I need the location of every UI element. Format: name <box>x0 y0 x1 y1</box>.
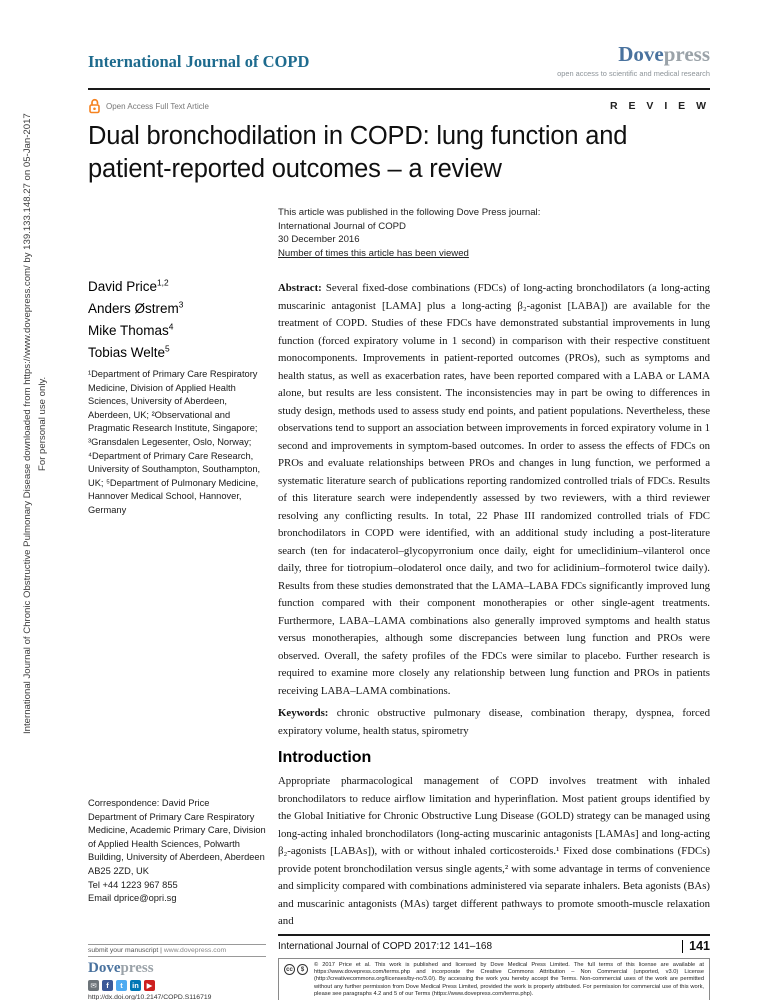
footer-right <box>278 934 710 1000</box>
license-box <box>278 958 710 1000</box>
footer-dovepress-logo[interactable] <box>88 960 266 977</box>
author-affiliation-sup: 1,2 <box>157 277 169 288</box>
open-access-label: Open Access Full Text Article <box>106 101 210 111</box>
dovepress-tagline: open access to scientific and medical research <box>557 69 710 78</box>
author-name-text: Anders Østrem <box>88 301 179 316</box>
submit-manuscript-line[interactable] <box>88 944 266 957</box>
correspondence-tel: Tel +44 1223 967 855 <box>88 879 178 890</box>
page-number-wrap <box>682 939 710 953</box>
article-type-label: R E V I E W <box>609 100 710 112</box>
open-access-badge <box>88 98 209 114</box>
open-access-lock-icon <box>88 98 101 114</box>
correspondence-address: Department of Primary Care Respiratory Medicine, Academic Primary Care, Division of Applied Health Sciences, Polwarth Building, University of Aberdeen, Aberdeen AB25 2ZD, UK <box>88 811 266 876</box>
abstract-label: Abstract: <box>278 282 322 294</box>
linkedin-icon[interactable]: in <box>130 980 141 991</box>
twitter-icon[interactable]: t <box>116 980 127 991</box>
keywords-paragraph <box>278 705 710 740</box>
page-header <box>88 42 710 78</box>
creative-commons-badge-icon <box>284 962 308 975</box>
introduction-text: Appropriate pharmacological management of COPD involves treatment with inhaled bronchodilators to reduce airflow limitation and hyperinflation. Most patient groups identified by the Global Initiative for Chronic Obstructive Lung Disease (GOLD) strategy can be managed using long-acting inhaled bronchodilators (long-acting muscarinic antagonists [LAMAs] and long-acting β₂-agonists [LABAs]), with or without inhaled corticosteroids.¹ Fixed dose combinations (FDCs) provide potent bronchodilation versus single agents,² with some advantage in terms of convenience and simplicity compared with combinations administered via separate inhalers. Beta agonists (BAs) and muscarinic antagonists (MAs) target different pathways to promote smooth-muscle relaxation and <box>278 775 710 927</box>
download-info-line: International Journal of Chronic Obstructive Pulmonary Disease downloaded from https://www.dovepress.com/ by 139.133.148.27 on 05-Jan-2017 <box>22 113 33 735</box>
correspondence-email[interactable]: Email dprice@opri.sg <box>88 893 177 904</box>
page-number-divider <box>682 940 684 953</box>
dovepress-logo[interactable] <box>557 42 710 78</box>
personal-use-line: For personal use only. <box>37 376 48 472</box>
submit-separator: | <box>160 947 162 954</box>
author-name-text: Tobias Welte <box>88 345 166 360</box>
journal-name: International Journal of COPD <box>88 52 310 71</box>
author-list <box>88 276 183 364</box>
author-name <box>88 342 183 364</box>
license-text: © 2017 Price et al. This work is published and licensed by Dove Medical Press Limited. The full terms of this license are available at https://www.dovepress.com/terms.php and incorporate the Creative Commons Attribution – Non Commercial (unported, v3.0) License (http://creativecommons.org/licenses/by-nc/3.0/). By accessing the work you hereby accept the Terms. Non-commercial uses of the work are permitted without any further permission from Dove Medical Press Limited, provided the work is properly attributed. For permission for commercial use of this work, please see paragraphs 4.2 and 5 of our Terms (https://www.dovepress.com/terms.php). <box>314 962 704 997</box>
affiliations-block: ¹Department of Primary Care Respiratory Medicine, Division of Applied Health Sciences, University of Aberdeen, Aberdeen, UK; ²Observational and Pragmatic Research Institute, Singapore; ³Gransdalen Legesenter, Oslo, Norway; ⁴Department of Primary Care Research, University of Southampton, Southampton, UK; ⁵Department of Pulmonary Medicine, Hannover Medical School, Hannover, Germany <box>88 369 261 515</box>
youtube-icon[interactable]: ▶ <box>144 980 155 991</box>
author-affiliation-sup: 3 <box>178 299 184 310</box>
footer-logo-press: press <box>120 960 154 976</box>
keywords-label: Keywords: <box>278 707 329 719</box>
views-count-link[interactable]: Number of times this article has been viewed <box>278 247 469 259</box>
article-meta-row <box>88 96 710 116</box>
article-title: Dual bronchodilation in COPD: lung function and patient-reported outcomes – a review <box>88 122 628 183</box>
page-number: 141 <box>689 939 710 953</box>
correspondence-name: Correspondence: David Price <box>88 798 210 808</box>
dovepress-logo-press: press <box>663 42 710 66</box>
keywords-text: chronic obstructive pulmonary disease, combination therapy, dyspnea, forced expiratory volume, health status, spirometry <box>278 707 710 737</box>
published-journal: International Journal of COPD <box>278 220 406 232</box>
envelope-icon[interactable]: ✉ <box>88 980 99 991</box>
dovepress-logo-dove: Dove <box>618 42 664 66</box>
journal-citation-row <box>278 934 710 953</box>
facebook-icon[interactable]: f <box>102 980 113 991</box>
published-date: 30 December 2016 <box>278 234 360 245</box>
doi-link[interactable]: http://dx.doi.org/10.2147/COPD.S116719 <box>88 994 212 1000</box>
download-watermark <box>20 88 50 760</box>
author-name-text: Mike Thomas <box>88 323 169 338</box>
author-name <box>88 276 183 298</box>
author-affiliation-sup: 5 <box>165 343 170 354</box>
abstract-text: Several fixed-dose combinations (FDCs) of long-acting bronchodilators (a long-acting muscarinic antagonist [LAMA] plus a long-acting β₂-agonist [LABA]) are available for the treatment of COPD. Studies of these FDCs have demonstrated substantial improvements in lung function (forced expiratory volume in 1 second) in comparison with their respective constituent monocomponents. Improvements in patient-reported outcomes (PROs), such as symptoms and health status, as well as exacerbation rates, have been reported compared with a LABA or LAMA alone, but results are less consistent. The inconsistencies may in part be owing to differences in study design, methods used to assess study end points, and patient populations. Nevertheless, these observations tend to support an association between improvements in forced expiratory volume in 1 second and improvements in symptom-based outcomes. In order to assess the effects of FDCs on PROs and evaluate relationships between PROs and changes in lung function, we performed a systematic literature search of publications reporting randomized controlled trials of FDCs. Results of this literature search were independently assessed by two reviewers, with a third reviewer resolving any conflicting results. In total, 22 Phase III randomized controlled trials of FDC bronchodilators in COPD were identified, with an additional study including a post-literature search (ten for indacaterol–glycopyrronium once daily, eight for umeclidinium–vilanterol once daily, three for tiotropium–olodaterol once daily, and two for aclidinium–formoterol twice daily). Results from these studies demonstrated that the LAMA–LABA FDCs significantly improved lung function compared with their component monotherapies or other single-agent treatments. Furthermore, LABA–LAMA combinations also generally improved symptoms and health status versus monotherapies, although some discrepancies between lung function and PROs were observed. Overall, the safety profiles of the FDCs were similar to placebo. Further research is required to examine more closely any relationship between lung function and PROs in patients receiving LABA–LAMA combinations. <box>278 282 710 697</box>
author-name-text: David Price <box>88 279 158 294</box>
submit-manuscript-label: submit your manuscript <box>88 947 159 954</box>
dovepress-url-link[interactable]: www.dovepress.com <box>163 947 227 954</box>
social-icons-row <box>88 980 266 991</box>
introduction-heading: Introduction <box>278 749 372 766</box>
header-divider <box>88 88 710 90</box>
cc-icon: cc <box>284 964 295 975</box>
author-name <box>88 320 183 342</box>
published-in-line: This article was published in the following Dove Press journal: <box>278 207 541 218</box>
author-affiliation-sup: 4 <box>168 321 174 332</box>
author-name <box>88 298 183 320</box>
journal-citation: International Journal of COPD 2017:12 141–168 <box>278 940 493 952</box>
correspondence-block <box>88 797 270 906</box>
footer-logo-dove: Dove <box>88 960 121 976</box>
publication-info <box>278 206 710 260</box>
footer-left <box>88 944 266 1000</box>
abstract-paragraph <box>278 280 710 700</box>
nc-icon: $ <box>297 964 308 975</box>
article-body-column <box>278 280 710 936</box>
